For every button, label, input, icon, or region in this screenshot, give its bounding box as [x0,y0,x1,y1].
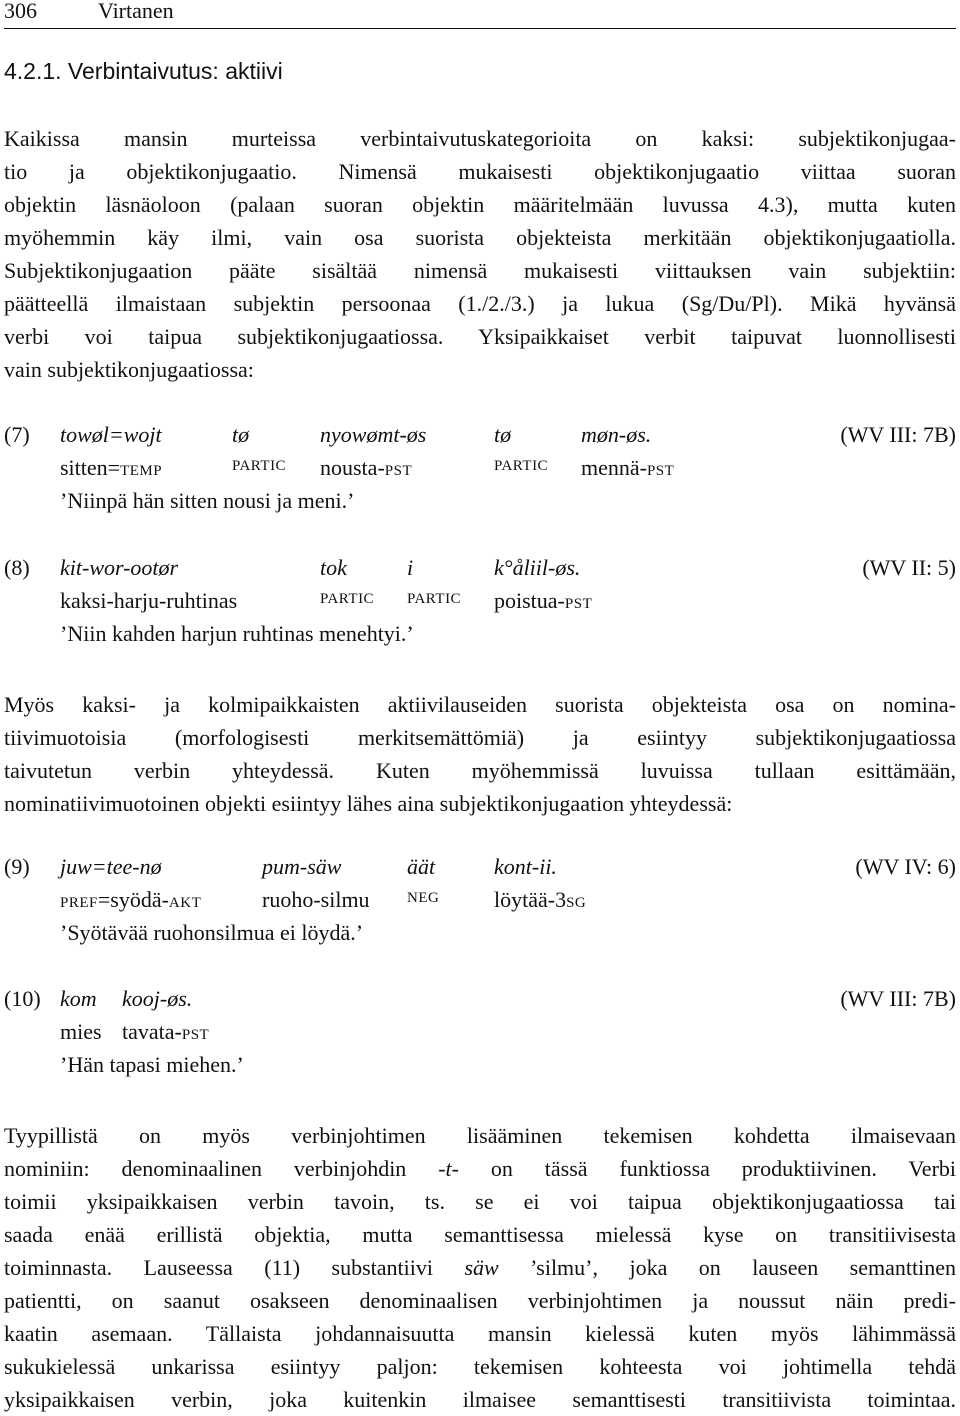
gloss-abbreviation: PST [646,463,675,479]
gloss-abbreviation: TEMP [120,463,163,479]
gloss-text: tavata- [122,1019,182,1044]
paragraph-line: nominatiivimuotoinen objekti esiintyy lähes aina subjektikonjugaation yhteydessä: [4,791,733,816]
example-number: (9) [4,854,30,879]
example-7 [4,422,956,521]
example-gloss-line [4,887,956,920]
example-gloss-line [4,588,956,621]
paragraph-3 [4,1119,956,1416]
example-word: tø [232,422,250,447]
paragraph-line: tiivimuotoisia (morfologisesti merkitsemättömiä) ja esiintyy subjektikonjugaatiossa [4,725,956,750]
gloss-abbreviation: PARTIC [320,591,375,607]
example-citation: (WV III: 7B) [840,422,956,447]
italic-term: säw [464,1255,499,1280]
paragraph-1 [4,122,956,386]
example-word: tø [494,422,512,447]
example-number: (8) [4,555,30,580]
example-gloss-line [4,1019,956,1052]
paragraph-line: vain subjektikonjugaatiossa: [4,357,254,382]
paragraph-line: Myös kaksi- ja kolmipaikkaisten aktiivilauseiden suorista objekteista osa on nomina- [4,692,956,717]
example-8 [4,555,956,654]
paragraph-line: saada enää erillistä objektia, mutta semanttisessa mielessä kyse on transitiivisesta [4,1222,956,1247]
example-word: k°åliil-øs. [494,555,581,580]
paragraph-line [4,1251,956,1284]
example-number: (7) [4,422,30,447]
paragraph-line: päätteellä ilmaistaan subjektin persoonaa (1./2./3.) ja lukua (Sg/Du/Pl). Mikä hyvänsä [4,291,956,316]
example-translation: ’Hän tapasi miehen.’ [60,1052,244,1077]
gloss-abbreviation: AKT [168,895,202,911]
gloss-text: ruoho-silmu [262,887,370,912]
paragraph-line: Tyypillistä on myös verbinjohtimen lisääminen tekemisen kohdetta ilmaisevaan [4,1123,956,1148]
text-run: toiminnasta. Lauseessa (11) substantiivi [4,1255,465,1280]
text-run: nominiin: denominaalinen verbinjohdin [4,1156,439,1181]
gloss-item [60,887,201,913]
paragraph-line: myöhemmin käy ilmi, vain osa suorista objekteista merkitään objektikonjugaatiolla. [4,225,956,250]
gloss-abbreviation: PREF [60,895,98,911]
example-translation: ’Syötävää ruohonsilmua ei löydä.’ [60,920,364,945]
italic-term: -t- [438,1156,459,1181]
example-translation-line [4,920,956,953]
gloss-text: kaksi-harju-ruhtinas [60,588,238,613]
paragraph-line: yksipaikkaisen verbin, joka kuitenkin ilmaisee semanttisesti transitiivista toimintaa. [4,1387,956,1412]
gloss-abbreviation: NEG [407,890,440,906]
gloss-abbreviation: PST [564,596,593,612]
example-translation: ’Niin kahden harjun ruhtinas menehtyi.’ [60,621,414,646]
example-word: towøl=wojt [60,422,162,447]
gloss-item [494,887,586,913]
gloss-item [320,455,412,481]
example-translation-line [4,488,956,521]
example-10 [4,986,956,1085]
example-citation: (WV II: 5) [862,555,956,580]
text-run: on tässä funktiossa produktiivinen. Verbi [458,1156,957,1181]
example-word: kooj-øs. [122,986,193,1011]
example-gloss-line [4,455,956,488]
example-word: juw=tee-nø [60,854,162,879]
gloss-text: nousta- [320,455,385,480]
example-source-line [4,422,956,455]
example-word: i [407,555,414,580]
paragraph-line [4,1152,956,1185]
example-citation: (WV III: 7B) [840,986,956,1011]
example-9 [4,854,956,953]
gloss-item [494,588,592,614]
example-word: nyowømt-øs [320,422,427,447]
gloss-item [122,1019,209,1045]
gloss-abbreviation: PARTIC [232,458,287,474]
example-word: kom [60,986,97,1011]
gloss-abbreviation: PARTIC [494,458,549,474]
gloss-abbreviation: PST [181,1027,210,1043]
paragraph-line: kaatin asemaan. Tällaista johdannaisuutta mansin kielessä kuten myös lähimmässä [4,1321,956,1346]
paragraph-line: taivutetun verbin yhteydessä. Kuten myöhemmissä luvuissa tullaan esittämään, [4,758,956,783]
paragraph-line: Subjektikonjugaation pääte sisältää nimensä mukaisesti viittauksen vain subjektiin: [4,258,956,283]
example-word: møn-øs. [581,422,652,447]
paragraph-line: toimii yksipaikkaisen verbin tavoin, ts. se ei voi taipua objektikonjugaatiossa tai [4,1189,956,1214]
example-source-line [4,854,956,887]
paragraph-line: objektin läsnäoloon (palaan suoran objektin määritelmään luvussa 4.3), mutta kuten [4,192,956,217]
paragraph-line: Kaikissa mansin murteissa verbintaivutuskategorioita on kaksi: subjektikonjugaa- [4,126,956,151]
gloss-abbreviation: PARTIC [407,591,462,607]
example-translation-line [4,1052,956,1085]
text-run: ’silmu’, joka on lauseen semanttinen [498,1255,956,1280]
example-citation: (WV IV: 6) [855,854,956,879]
gloss-abbreviation: PST [384,463,413,479]
example-translation: ’Niinpä hän sitten nousi ja meni.’ [60,488,355,513]
gloss-text: =syödä- [97,887,169,912]
running-header [4,0,956,29]
paragraph-line: patientti, on saanut osakseen denominaalisen verbinjohtimen ja noussut näin predi- [4,1288,956,1313]
paragraph-line: verbi voi taipua subjektikonjugaatiossa. Yksipaikkaiset verbit taipuvat luonnollisesti [4,324,956,349]
running-head-author: Virtanen [98,0,174,23]
example-source-line [4,986,956,1019]
section-heading: 4.2.1. Verbintaivutus: aktiivi [4,58,283,84]
example-translation-line [4,621,956,654]
example-word: kit-wor-ootør [60,555,179,580]
gloss-text: poistua- [494,588,565,613]
gloss-text: mennä- [581,455,647,480]
gloss-text: löytää-3 [494,887,567,912]
example-word: pum-säw [262,854,342,879]
paragraph-line: sukukielessä unkarissa esiintyy paljon: tekemisen kohteesta voi johtimella tehdä [4,1354,956,1379]
gloss-text: mies [60,1019,102,1044]
gloss-abbreviation: SG [566,895,587,911]
gloss-item [581,455,674,481]
example-word: äät [407,854,436,879]
example-word: kont-ii. [494,854,557,879]
example-word: tok [320,555,347,580]
paragraph-line: tio ja objektikonjugaatio. Nimensä mukaisesti objektikonjugaatio viittaa suoran [4,159,956,184]
example-source-line [4,555,956,588]
gloss-item [60,455,162,481]
page-number: 306 [4,0,37,23]
gloss-text: sitten= [60,455,121,480]
paragraph-2 [4,688,956,820]
example-number: (10) [4,986,41,1011]
